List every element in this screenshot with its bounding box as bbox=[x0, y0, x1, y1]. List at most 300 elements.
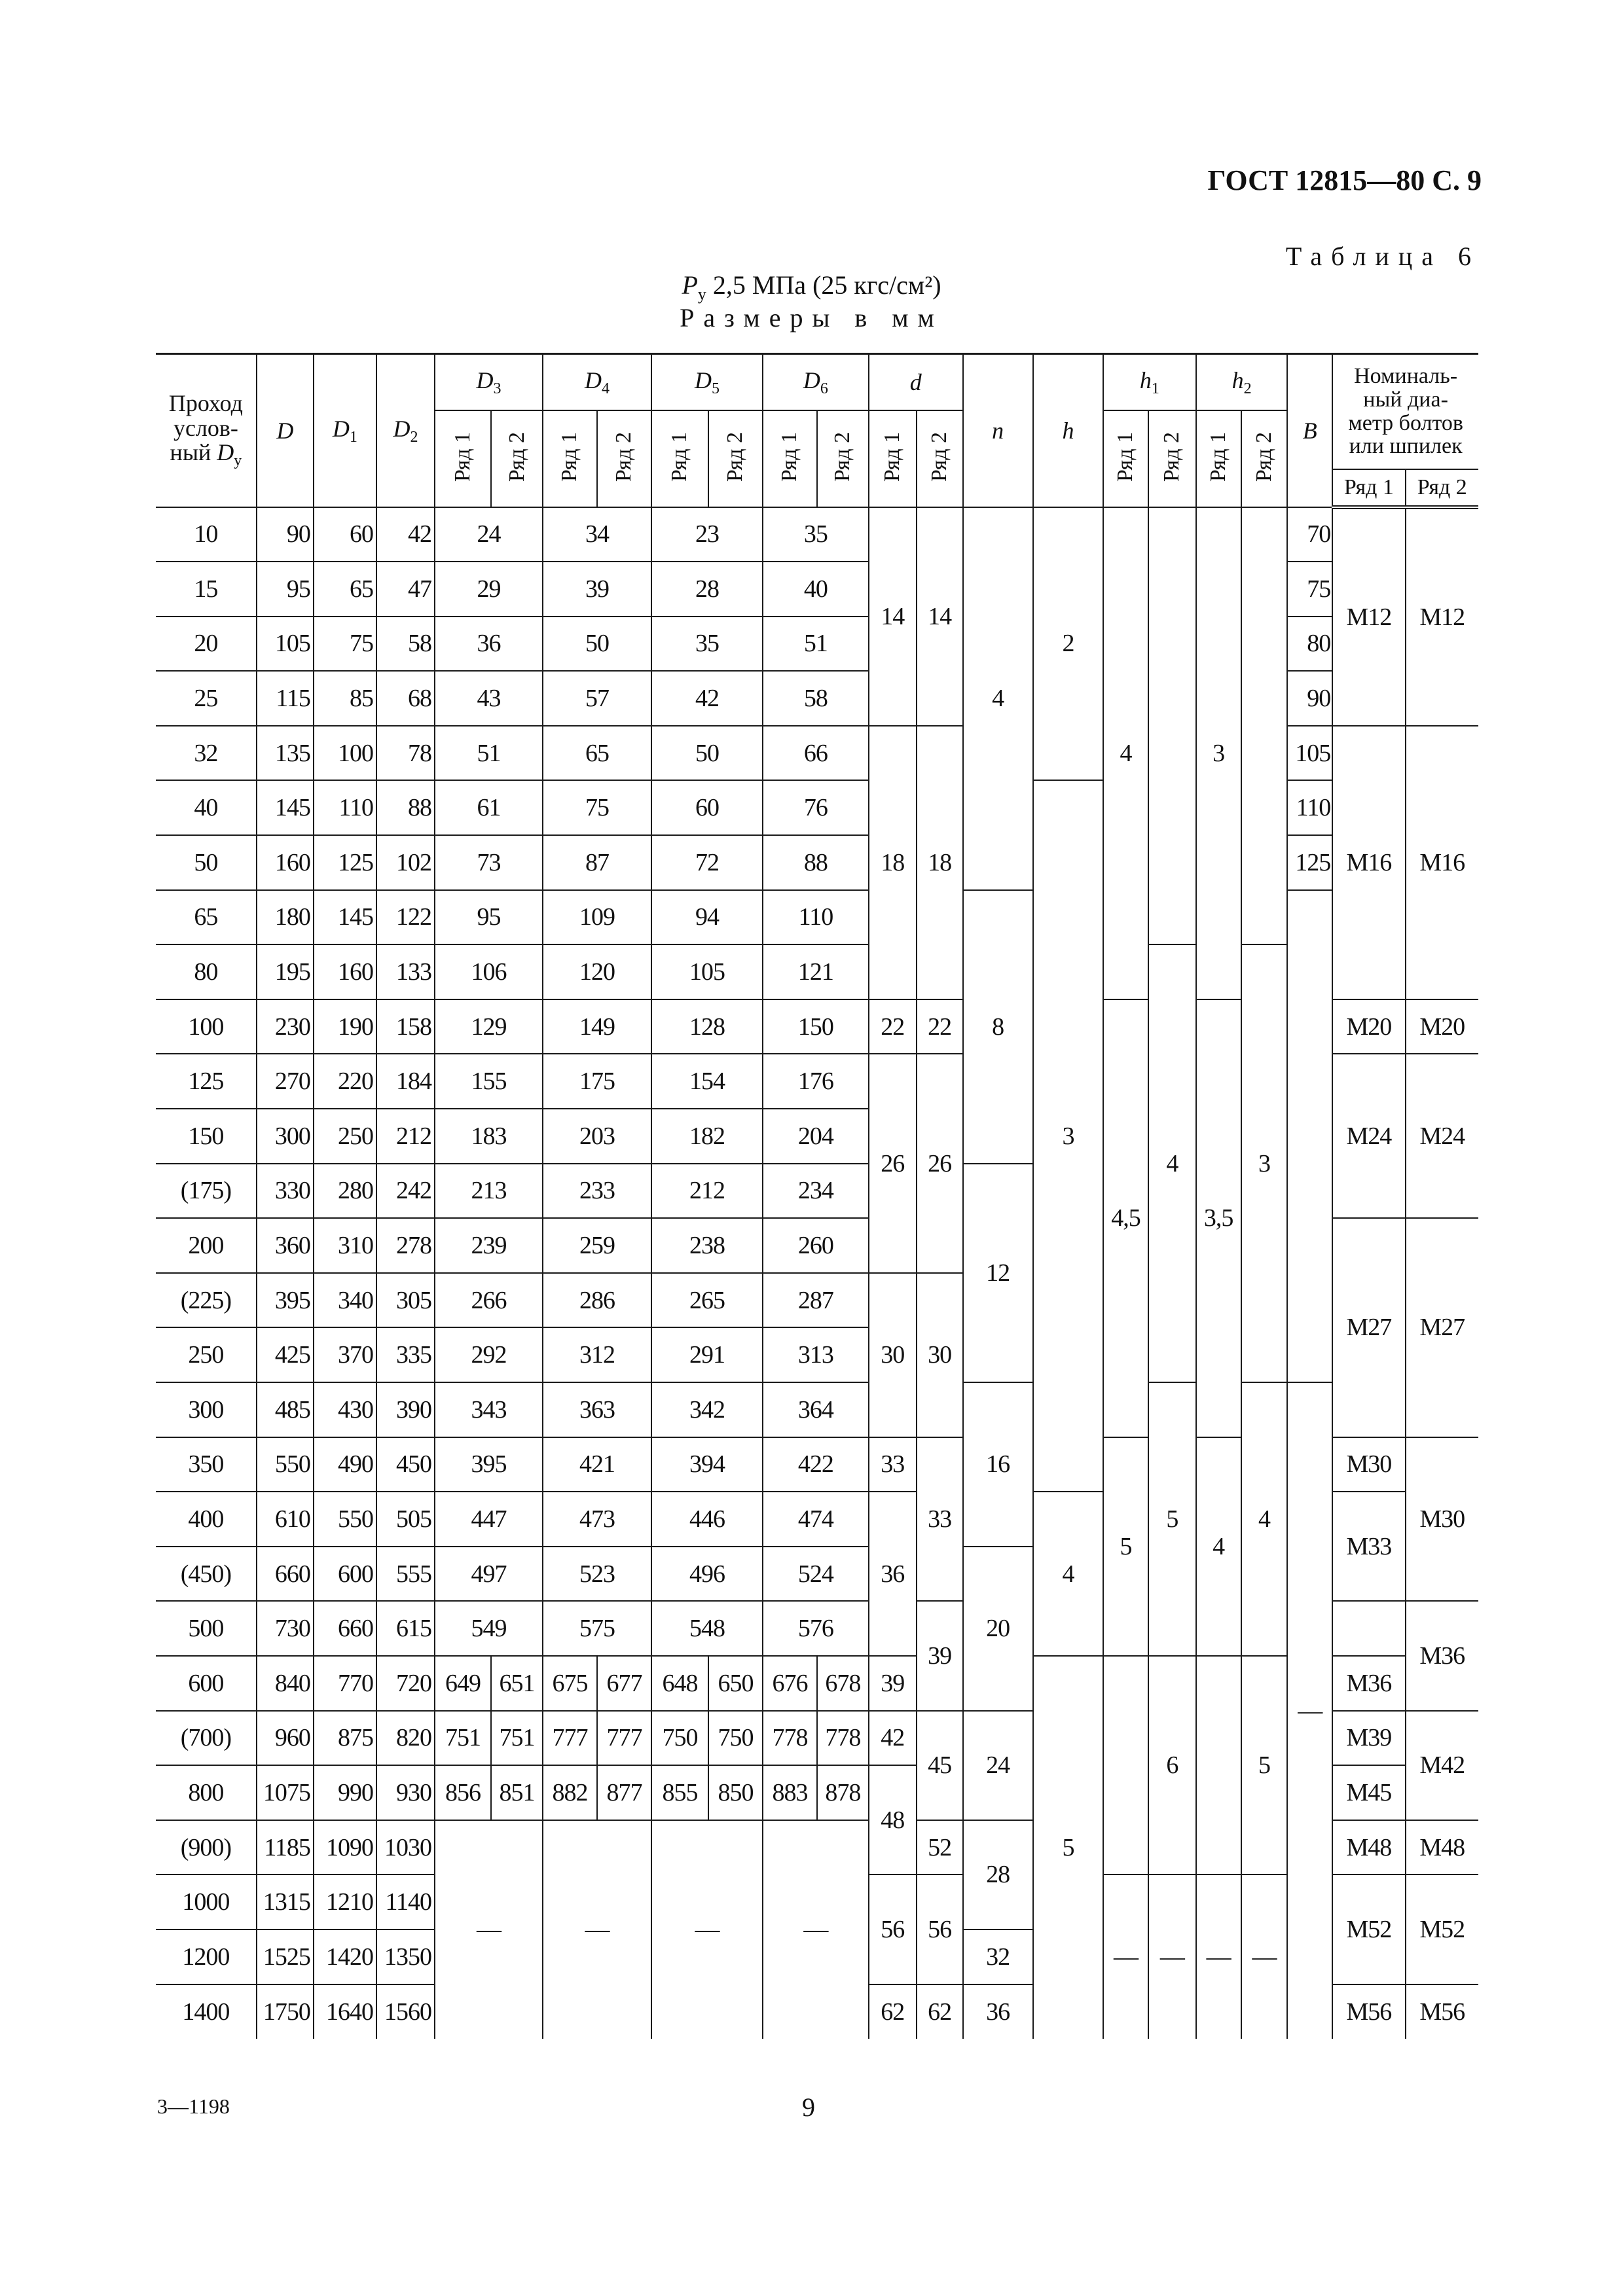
cell-D4a: 675 bbox=[543, 1656, 597, 1711]
cell-merged: 18 bbox=[869, 726, 917, 999]
cell-B: 70 bbox=[1287, 507, 1332, 562]
cell-D2: 1030 bbox=[376, 1820, 435, 1875]
cell-D3: 24 bbox=[435, 507, 543, 562]
header-D6-row2: Ряд 2 bbox=[817, 410, 869, 507]
cell-du: 100 bbox=[156, 999, 257, 1054]
cell-D5: 291 bbox=[651, 1327, 763, 1382]
cell-D: 95 bbox=[257, 562, 314, 617]
header-D5: $D_5$ bbox=[651, 354, 763, 410]
cell-D2: 242 bbox=[376, 1164, 435, 1219]
cell-du: 1200 bbox=[156, 1929, 257, 1984]
cell-D3a: 649 bbox=[435, 1656, 491, 1711]
cell-merged: — bbox=[1103, 1874, 1148, 2039]
cell-du: 500 bbox=[156, 1601, 257, 1656]
cell-D5b: 650 bbox=[708, 1656, 763, 1711]
cell-D4b: 677 bbox=[597, 1656, 651, 1711]
cell-merged: 14 bbox=[917, 507, 963, 726]
cell-D5-dash: — bbox=[651, 1820, 763, 2039]
cell-merged bbox=[1287, 890, 1332, 1382]
cell-du: (700) bbox=[156, 1711, 257, 1766]
cell-D2: 505 bbox=[376, 1492, 435, 1547]
cell-du: 32 bbox=[156, 726, 257, 781]
cell-D5: 23 bbox=[651, 507, 763, 562]
cell-D1: 1210 bbox=[314, 1874, 376, 1929]
cell-D6: 313 bbox=[763, 1327, 869, 1382]
cell-merged: — bbox=[1196, 1874, 1241, 2039]
cell-merged: 56 bbox=[917, 1874, 963, 1984]
cell-D3: 129 bbox=[435, 999, 543, 1054]
header-D3: $D_3$ bbox=[435, 354, 543, 410]
cell-D5a: 855 bbox=[651, 1765, 708, 1820]
cell-D4: 473 bbox=[543, 1492, 651, 1547]
cell-D6: 110 bbox=[763, 890, 869, 945]
cell-D1: 65 bbox=[314, 562, 376, 617]
cell-merged: 14 bbox=[869, 507, 917, 726]
cell-D4: 109 bbox=[543, 890, 651, 945]
cell-D: 135 bbox=[257, 726, 314, 781]
cell-D3: 36 bbox=[435, 617, 543, 672]
cell-B: 90 bbox=[1287, 671, 1332, 726]
cell-D2: 305 bbox=[376, 1273, 435, 1328]
document-header: ГОСТ 12815—80 С. 9 bbox=[1207, 164, 1482, 196]
cell-merged: 3 bbox=[1241, 944, 1288, 1382]
cell-D3b: 751 bbox=[491, 1711, 543, 1766]
cell-merged: 26 bbox=[869, 1054, 917, 1272]
cell-D4a: 777 bbox=[543, 1711, 597, 1766]
cell-D6: 76 bbox=[763, 780, 869, 835]
cell-D6: 204 bbox=[763, 1109, 869, 1164]
cell-D2: 1560 bbox=[376, 1984, 435, 2039]
header-bolts-row1: Ряд 1 bbox=[1332, 469, 1405, 507]
cell-D2: 158 bbox=[376, 999, 435, 1054]
cell-D5: 496 bbox=[651, 1547, 763, 1602]
cell-D6: 234 bbox=[763, 1164, 869, 1219]
cell-merged: 30 bbox=[869, 1273, 917, 1437]
cell-merged: 12 bbox=[963, 1164, 1033, 1382]
cell-D: 145 bbox=[257, 780, 314, 835]
cell-merged: 39 bbox=[869, 1656, 917, 1711]
cell-D5: 50 bbox=[651, 726, 763, 781]
cell-merged: 42 bbox=[869, 1711, 917, 1766]
cell-D1: 660 bbox=[314, 1601, 376, 1656]
cell-D3: 447 bbox=[435, 1492, 543, 1547]
cell-du: 80 bbox=[156, 944, 257, 999]
cell-D6b: 878 bbox=[817, 1765, 869, 1820]
cell-merged: 3,5 bbox=[1196, 999, 1241, 1437]
cell-D: 160 bbox=[257, 835, 314, 890]
cell-D: 610 bbox=[257, 1492, 314, 1547]
cell-D6a: 676 bbox=[763, 1656, 817, 1711]
cell-D2: 122 bbox=[376, 890, 435, 945]
cell-D1: 250 bbox=[314, 1109, 376, 1164]
cell-merged: 22 bbox=[917, 999, 963, 1054]
cell-D1: 220 bbox=[314, 1054, 376, 1109]
cell-merged: 5 bbox=[1103, 1437, 1148, 1656]
cell-D3: 43 bbox=[435, 671, 543, 726]
cell-D3a: 751 bbox=[435, 1711, 491, 1766]
cell-merged: 22 bbox=[869, 999, 917, 1054]
header-D5-row2: Ряд 2 bbox=[708, 410, 763, 507]
cell-D: 1525 bbox=[257, 1929, 314, 1984]
cell-merged: — bbox=[1148, 1874, 1196, 2039]
cell-D5: 548 bbox=[651, 1601, 763, 1656]
cell-D6: 524 bbox=[763, 1547, 869, 1602]
cell-merged: M48 bbox=[1332, 1820, 1405, 1875]
cell-merged: 5 bbox=[1148, 1382, 1196, 1656]
cell-D4: 75 bbox=[543, 780, 651, 835]
cell-merged: M30 bbox=[1406, 1437, 1478, 1602]
header-B: B bbox=[1287, 354, 1332, 507]
cell-merged: M20 bbox=[1332, 999, 1405, 1054]
cell-merged: M48 bbox=[1406, 1820, 1478, 1875]
header-D1: $D_1$ bbox=[314, 354, 376, 507]
cell-du: 400 bbox=[156, 1492, 257, 1547]
cell-du: 600 bbox=[156, 1656, 257, 1711]
header-D4-row2: Ряд 2 bbox=[597, 410, 651, 507]
cell-D5b: 750 bbox=[708, 1711, 763, 1766]
cell-D1: 1090 bbox=[314, 1820, 376, 1875]
cell-D3: 292 bbox=[435, 1327, 543, 1382]
cell-D6a: 883 bbox=[763, 1765, 817, 1820]
cell-D4: 57 bbox=[543, 671, 651, 726]
cell-D5: 60 bbox=[651, 780, 763, 835]
cell-merged: M42 bbox=[1406, 1711, 1478, 1820]
cell-D1: 430 bbox=[314, 1382, 376, 1437]
cell-D6: 260 bbox=[763, 1218, 869, 1273]
cell-D3: 51 bbox=[435, 726, 543, 781]
table-label: Таблица 6 bbox=[1285, 242, 1480, 271]
header-h: h bbox=[1033, 354, 1103, 507]
cell-D2: 1350 bbox=[376, 1929, 435, 1984]
cell-merged: M52 bbox=[1332, 1874, 1405, 1984]
cell-D5b: 850 bbox=[708, 1765, 763, 1820]
cell-merged: M30 bbox=[1332, 1437, 1405, 1492]
cell-merged: M20 bbox=[1406, 999, 1478, 1054]
cell-D3: 266 bbox=[435, 1273, 543, 1328]
cell-D3: 106 bbox=[435, 944, 543, 999]
cell-merged bbox=[1332, 1601, 1405, 1656]
cell-du: (175) bbox=[156, 1164, 257, 1219]
cell-D: 105 bbox=[257, 617, 314, 672]
cell-merged: 26 bbox=[917, 1054, 963, 1272]
cell-D2: 720 bbox=[376, 1656, 435, 1711]
cell-du: (225) bbox=[156, 1273, 257, 1328]
cell-D: 195 bbox=[257, 944, 314, 999]
table-row bbox=[156, 1382, 1478, 1437]
cell-D2: 68 bbox=[376, 671, 435, 726]
cell-D3: 61 bbox=[435, 780, 543, 835]
cell-D2: 930 bbox=[376, 1765, 435, 1820]
cell-merged: M27 bbox=[1332, 1218, 1405, 1437]
table-subtitle bbox=[0, 270, 1623, 304]
cell-D: 300 bbox=[257, 1109, 314, 1164]
cell-D2: 102 bbox=[376, 835, 435, 890]
cell-D3-dash: — bbox=[435, 1820, 543, 2039]
cell-D: 840 bbox=[257, 1656, 314, 1711]
cell-D: 1185 bbox=[257, 1820, 314, 1875]
cell-D3b: 651 bbox=[491, 1656, 543, 1711]
cell-D1: 145 bbox=[314, 890, 376, 945]
cell-D4: 39 bbox=[543, 562, 651, 617]
cell-du: 200 bbox=[156, 1218, 257, 1273]
cell-merged: M56 bbox=[1332, 1984, 1405, 2039]
cell-D2: 133 bbox=[376, 944, 435, 999]
cell-merged: 3 bbox=[1033, 780, 1103, 1492]
cell-merged: 4 bbox=[963, 507, 1033, 890]
table-row bbox=[156, 507, 1478, 562]
cell-D1: 1420 bbox=[314, 1929, 376, 1984]
cell-D6b: 678 bbox=[817, 1656, 869, 1711]
cell-D5: 265 bbox=[651, 1273, 763, 1328]
pressure-subscript: y bbox=[697, 285, 706, 304]
cell-D2: 78 bbox=[376, 726, 435, 781]
cell-D4: 363 bbox=[543, 1382, 651, 1437]
cell-D4-dash: — bbox=[543, 1820, 651, 2039]
cell-D5: 212 bbox=[651, 1164, 763, 1219]
cell-merged: 33 bbox=[869, 1437, 917, 1492]
cell-D: 660 bbox=[257, 1547, 314, 1602]
cell-D4b: 877 bbox=[597, 1765, 651, 1820]
cell-D4: 203 bbox=[543, 1109, 651, 1164]
cell-du: 150 bbox=[156, 1109, 257, 1164]
cell-merged: M24 bbox=[1332, 1054, 1405, 1218]
cell-merged bbox=[1241, 507, 1288, 945]
cell-D4b: 777 bbox=[597, 1711, 651, 1766]
cell-D3: 183 bbox=[435, 1109, 543, 1164]
cell-D4: 87 bbox=[543, 835, 651, 890]
header-D4-row1: Ряд 1 bbox=[543, 410, 597, 507]
cell-D4: 149 bbox=[543, 999, 651, 1054]
header-D: D bbox=[257, 354, 314, 507]
cell-du: 40 bbox=[156, 780, 257, 835]
cell-D6: 121 bbox=[763, 944, 869, 999]
cell-merged: 4 bbox=[1033, 1492, 1103, 1656]
cell-D2: 335 bbox=[376, 1327, 435, 1382]
cell-D3: 497 bbox=[435, 1547, 543, 1602]
cell-D5: 72 bbox=[651, 835, 763, 890]
cell-D1: 770 bbox=[314, 1656, 376, 1711]
cell-du: 15 bbox=[156, 562, 257, 617]
cell-D2: 58 bbox=[376, 617, 435, 672]
cell-D1: 550 bbox=[314, 1492, 376, 1547]
cell-D: 425 bbox=[257, 1327, 314, 1382]
cell-D6-dash: — bbox=[763, 1820, 869, 2039]
cell-D: 395 bbox=[257, 1273, 314, 1328]
cell-du: 50 bbox=[156, 835, 257, 890]
cell-merged: 8 bbox=[963, 890, 1033, 1164]
cell-D2: 615 bbox=[376, 1601, 435, 1656]
cell-merged: M24 bbox=[1406, 1054, 1478, 1218]
cell-D1: 125 bbox=[314, 835, 376, 890]
cell-D2: 88 bbox=[376, 780, 435, 835]
header-h1-row2: Ряд 2 bbox=[1148, 410, 1196, 507]
cell-merged: — bbox=[1287, 1382, 1332, 2039]
cell-D5: 154 bbox=[651, 1054, 763, 1109]
cell-D6: 287 bbox=[763, 1273, 869, 1328]
cell-D3: 29 bbox=[435, 562, 543, 617]
cell-merged: 4 bbox=[1196, 1437, 1241, 1656]
cell-D5: 94 bbox=[651, 890, 763, 945]
cell-D: 1315 bbox=[257, 1874, 314, 1929]
cell-D2: 555 bbox=[376, 1547, 435, 1602]
cell-D2: 47 bbox=[376, 562, 435, 617]
cell-D: 485 bbox=[257, 1382, 314, 1437]
cell-D4: 34 bbox=[543, 507, 651, 562]
cell-merged: M52 bbox=[1406, 1874, 1478, 1984]
cell-D3: 73 bbox=[435, 835, 543, 890]
cell-merged: 62 bbox=[917, 1984, 963, 2039]
cell-merged: M12 bbox=[1332, 507, 1405, 726]
cell-D3b: 851 bbox=[491, 1765, 543, 1820]
header-D3-row2: Ряд 2 bbox=[491, 410, 543, 507]
cell-merged: 6 bbox=[1148, 1656, 1196, 1874]
cell-merged: 2 bbox=[1033, 507, 1103, 781]
cell-D6: 364 bbox=[763, 1382, 869, 1437]
cell-merged: 48 bbox=[869, 1765, 917, 1874]
cell-merged bbox=[1196, 1656, 1241, 1874]
cell-du: 1000 bbox=[156, 1874, 257, 1929]
cell-B: 110 bbox=[1287, 780, 1332, 835]
cell-D4: 50 bbox=[543, 617, 651, 672]
header-h2-row2: Ряд 2 bbox=[1241, 410, 1288, 507]
header-D6-row1: Ряд 1 bbox=[763, 410, 817, 507]
header-D5-row1: Ряд 1 bbox=[651, 410, 708, 507]
cell-D6: 474 bbox=[763, 1492, 869, 1547]
cell-merged: 4 bbox=[1148, 944, 1196, 1382]
cell-D5a: 648 bbox=[651, 1656, 708, 1711]
cell-D: 270 bbox=[257, 1054, 314, 1109]
cell-merged: 4 bbox=[1103, 507, 1148, 999]
header-h1-row1: Ряд 1 bbox=[1103, 410, 1148, 507]
cell-D1: 1640 bbox=[314, 1984, 376, 2039]
header-du: Проход услов- ный $D_у$ bbox=[156, 354, 257, 507]
cell-du: 10 bbox=[156, 507, 257, 562]
cell-D: 360 bbox=[257, 1218, 314, 1273]
pressure-symbol: P bbox=[682, 270, 698, 300]
cell-D3: 395 bbox=[435, 1437, 543, 1492]
cell-D6b: 778 bbox=[817, 1711, 869, 1766]
flange-dimensions-table bbox=[156, 353, 1478, 2039]
cell-merged: 5 bbox=[1241, 1656, 1288, 1874]
header-n: n bbox=[963, 354, 1033, 507]
cell-D1: 340 bbox=[314, 1273, 376, 1328]
cell-du: 350 bbox=[156, 1437, 257, 1492]
cell-merged: 45 bbox=[917, 1711, 963, 1820]
table-units: Размеры в мм bbox=[680, 303, 943, 332]
cell-merged: M16 bbox=[1332, 726, 1405, 999]
cell-B: 75 bbox=[1287, 562, 1332, 617]
cell-D6: 576 bbox=[763, 1601, 869, 1656]
cell-D5: 394 bbox=[651, 1437, 763, 1492]
cell-D1: 990 bbox=[314, 1765, 376, 1820]
cell-du: (450) bbox=[156, 1547, 257, 1602]
cell-D3: 549 bbox=[435, 1601, 543, 1656]
cell-merged: 62 bbox=[869, 1984, 917, 2039]
cell-D3: 239 bbox=[435, 1218, 543, 1273]
cell-D1: 490 bbox=[314, 1437, 376, 1492]
cell-D5: 35 bbox=[651, 617, 763, 672]
cell-D1: 160 bbox=[314, 944, 376, 999]
cell-D5: 128 bbox=[651, 999, 763, 1054]
cell-du: 65 bbox=[156, 890, 257, 945]
cell-D3: 343 bbox=[435, 1382, 543, 1437]
cell-D2: 278 bbox=[376, 1218, 435, 1273]
cell-D: 330 bbox=[257, 1164, 314, 1219]
cell-merged: M16 bbox=[1406, 726, 1478, 999]
cell-merged: 30 bbox=[917, 1273, 963, 1437]
cell-D5a: 750 bbox=[651, 1711, 708, 1766]
footer-code: 3—1198 bbox=[157, 2094, 230, 2118]
cell-D4: 65 bbox=[543, 726, 651, 781]
cell-merged: 39 bbox=[917, 1601, 963, 1710]
cell-merged: 56 bbox=[869, 1874, 917, 1984]
cell-D4: 523 bbox=[543, 1547, 651, 1602]
cell-merged: M27 bbox=[1406, 1218, 1478, 1437]
cell-D1: 190 bbox=[314, 999, 376, 1054]
cell-D4: 259 bbox=[543, 1218, 651, 1273]
header-D4: $D_4$ bbox=[543, 354, 651, 410]
cell-merged: 5 bbox=[1033, 1656, 1103, 2039]
header-h2-row1: Ряд 1 bbox=[1196, 410, 1241, 507]
cell-D1: 280 bbox=[314, 1164, 376, 1219]
table-row bbox=[156, 1656, 1478, 1711]
cell-D1: 600 bbox=[314, 1547, 376, 1602]
cell-D: 960 bbox=[257, 1711, 314, 1766]
cell-D2: 184 bbox=[376, 1054, 435, 1109]
cell-merged: M45 bbox=[1332, 1765, 1405, 1820]
header-D6: $D_6$ bbox=[763, 354, 869, 410]
cell-D3: 155 bbox=[435, 1054, 543, 1109]
header-D2: $D_2$ bbox=[376, 354, 435, 507]
cell-du: 250 bbox=[156, 1327, 257, 1382]
cell-D: 1750 bbox=[257, 1984, 314, 2039]
cell-D6: 35 bbox=[763, 507, 869, 562]
cell-merged bbox=[1148, 507, 1196, 945]
cell-D4: 120 bbox=[543, 944, 651, 999]
cell-D6: 40 bbox=[763, 562, 869, 617]
cell-D5: 342 bbox=[651, 1382, 763, 1437]
cell-merged: M33 bbox=[1332, 1492, 1405, 1601]
cell-D5: 446 bbox=[651, 1492, 763, 1547]
table-body bbox=[156, 507, 1478, 2039]
cell-D6: 58 bbox=[763, 671, 869, 726]
cell-merged: 4 bbox=[1241, 1382, 1288, 1656]
cell-D6: 176 bbox=[763, 1054, 869, 1109]
cell-merged: 20 bbox=[963, 1547, 1033, 1711]
cell-D5: 105 bbox=[651, 944, 763, 999]
cell-D3: 213 bbox=[435, 1164, 543, 1219]
cell-merged: 52 bbox=[917, 1820, 963, 1875]
cell-D: 550 bbox=[257, 1437, 314, 1492]
cell-D1: 110 bbox=[314, 780, 376, 835]
cell-D1: 100 bbox=[314, 726, 376, 781]
cell-D5: 42 bbox=[651, 671, 763, 726]
cell-D: 90 bbox=[257, 507, 314, 562]
cell-B: 80 bbox=[1287, 617, 1332, 672]
header-d: d bbox=[869, 354, 963, 410]
cell-D4a: 882 bbox=[543, 1765, 597, 1820]
header-bolts: Номиналь- ный диа- метр болтов или шпилек bbox=[1332, 354, 1478, 469]
cell-du: 1400 bbox=[156, 1984, 257, 2039]
cell-D2: 820 bbox=[376, 1711, 435, 1766]
cell-B: 105 bbox=[1287, 726, 1332, 781]
cell-D6: 51 bbox=[763, 617, 869, 672]
cell-merged: — bbox=[1241, 1874, 1288, 2039]
cell-D1: 875 bbox=[314, 1711, 376, 1766]
cell-D6: 150 bbox=[763, 999, 869, 1054]
cell-D2: 1140 bbox=[376, 1874, 435, 1929]
cell-du: 300 bbox=[156, 1382, 257, 1437]
